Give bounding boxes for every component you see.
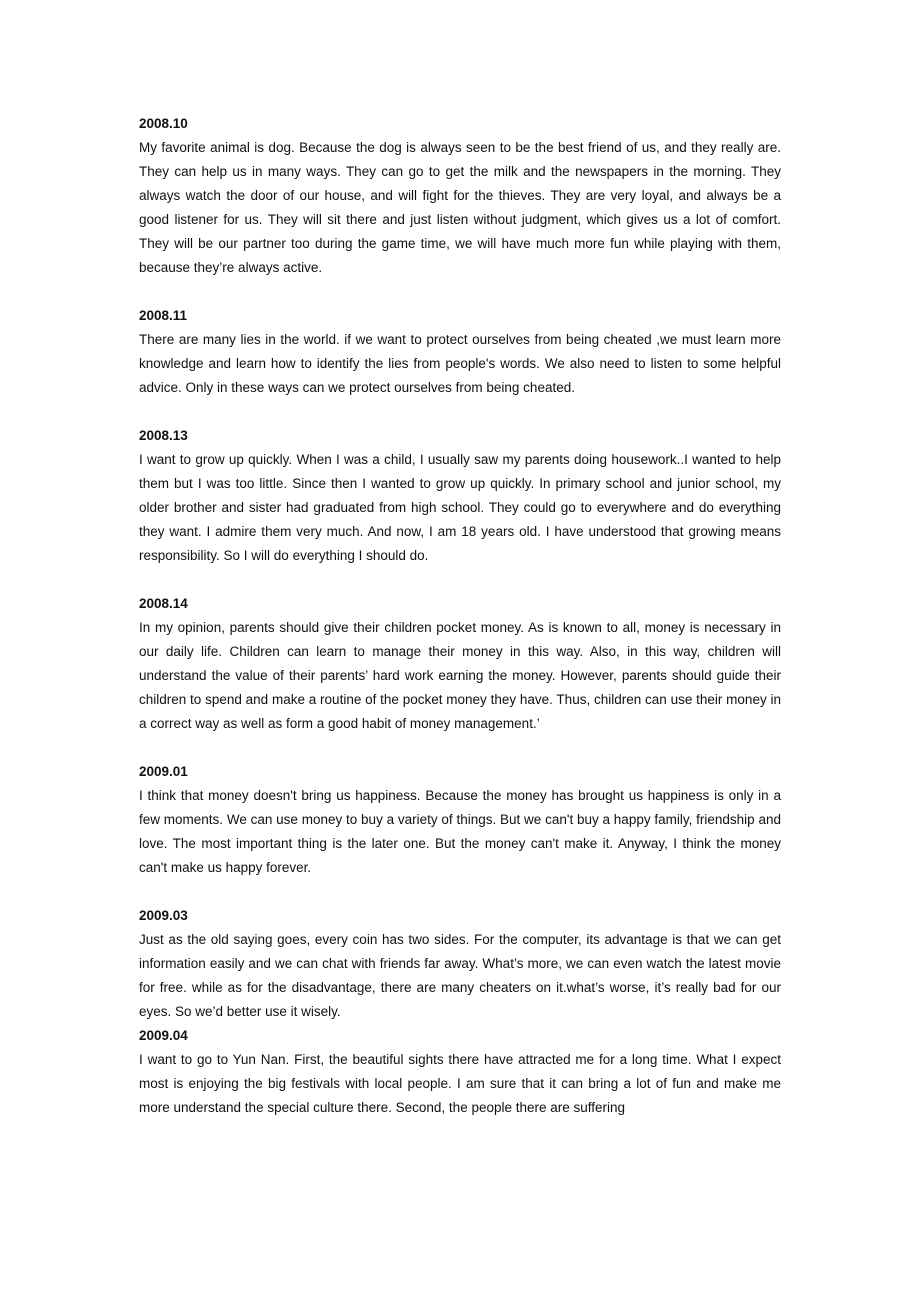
entry-text: I want to grow up quickly. When I was a child, I usually saw my parents doing housework..I wanted to help them but I was too little. Since then I wanted to grow up quickly. In primary school and junior school, my older brother and sister had graduated from high school. They could go to everywhere and do everything they want. I admire them very much. And now, I am 18 years old. I have understood that growing means responsibility. So I will do everything I should do. — [139, 452, 781, 563]
entry-date: 2008.10 — [139, 116, 188, 131]
entry-date: 2009.04 — [139, 1028, 188, 1043]
diary-entry — [139, 424, 781, 568]
diary-entry — [139, 592, 781, 736]
entry-text: There are many lies in the world. if we want to protect ourselves from being cheated ,we must learn more knowledge and learn how to identify the lies from people's words. We also need to listen to some helpful advice. Only in these ways can we protect ourselves from being cheated. — [139, 332, 781, 395]
entry-text: I want to go to Yun Nan. First, the beautiful sights there have attracted me for a long time. What I expect most is enjoying the big festivals with local people. I am sure that it can bring a lot of fun and make me more understand the special culture there. Second, the people there are suffering — [139, 1052, 781, 1115]
entry-date: 2009.01 — [139, 764, 188, 779]
entry-text: My favorite animal is dog. Because the dog is always seen to be the best friend of us, and they really are. They can help us in many ways. They can go to get the milk and the newspapers in the morning. They always watch the door of our house, and will fight for the thieves. They are very loyal, and always be a good listener for us. They will sit there and just listen without judgment, which gives us a lot of comfort. They will be our partner too during the game time, we will have much more fun while playing with them, because they’re always active. — [139, 140, 781, 275]
entry-date: 2008.14 — [139, 596, 188, 611]
diary-entry — [139, 304, 781, 400]
diary-entry — [139, 112, 781, 280]
entry-text: Just as the old saying goes, every coin has two sides. For the computer, its advantage is that we can get information easily and we can chat with friends far away. What’s more, we can even watch the latest movie for free. while as for the disadvantage, there are many cheaters on it.what’s worse, it’s really bad for our eyes. So we’d better use it wisely. — [139, 932, 781, 1019]
entry-text: I think that money doesn't bring us happiness. Because the money has brought us happiness is only in a few moments. We can use money to buy a variety of things. But we can't buy a happy family, friendship and love. The most important thing is the later one. But the money can't make it. Anyway, I think the money can't make us happy forever. — [139, 788, 781, 875]
entry-text: In my opinion, parents should give their children pocket money. As is known to all, money is necessary in our daily life. Children can learn to manage their money in this way. Also, in this way, children will understand the value of their parents’ hard work earning the money. However, parents should guide their children to spend and make a routine of the pocket money they have. Thus, children can use their money in a correct way as well as form a good habit of money management.’ — [139, 620, 781, 731]
diary-entry — [139, 1024, 781, 1120]
entry-date: 2008.11 — [139, 308, 188, 323]
entry-date: 2008.13 — [139, 428, 188, 443]
entry-date: 2009.03 — [139, 908, 188, 923]
diary-entry — [139, 904, 781, 1024]
document-page — [139, 112, 781, 1120]
diary-entry — [139, 760, 781, 880]
